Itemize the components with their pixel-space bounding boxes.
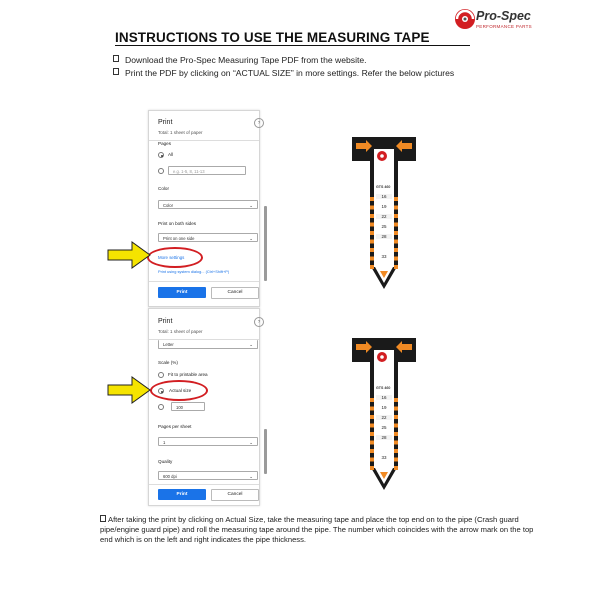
tape-mark: 25: [376, 224, 392, 229]
print-button[interactable]: Print: [158, 489, 206, 500]
tape-tick: [370, 223, 374, 227]
chevron-down-icon: ⌄: [249, 236, 253, 241]
scrollbar[interactable]: [264, 206, 267, 281]
radio-actual-size-label: Actual size: [169, 388, 192, 393]
divider: [149, 281, 259, 282]
tape-tick: [394, 398, 398, 402]
scale-label: Scale (%): [158, 360, 178, 365]
step-print: Print the PDF by clicking on “ACTUAL SIZE” in more settings. Refer the below pictures: [113, 68, 454, 79]
page-title: INSTRUCTIONS TO USE THE MEASURING TAPE: [115, 30, 470, 46]
tape-mark: 16: [376, 395, 392, 400]
cancel-button[interactable]: Cancel: [211, 287, 259, 299]
tape-tick: [370, 398, 374, 402]
bullet-icon: [100, 515, 106, 522]
tape-mark: 28: [376, 435, 392, 440]
sides-select-value: Print on one side: [163, 236, 195, 241]
paper-size-value: Letter: [163, 342, 174, 347]
pages-label: Pages: [158, 141, 172, 146]
tape-tick: [370, 415, 374, 419]
bullet-icon: [113, 68, 119, 75]
tape-tick: [394, 248, 398, 252]
tape-tick: [370, 458, 374, 462]
tape-mark: 28: [376, 234, 392, 239]
tape-mark: 19: [376, 405, 392, 410]
tape-mark: 16: [376, 194, 392, 199]
color-select[interactable]: [158, 200, 258, 209]
tape-tick: [370, 441, 374, 445]
tape-tick: [370, 265, 374, 269]
dialog-subtitle: Total: 1 sheet of paper: [158, 329, 203, 334]
tape-code: GTS 460: [376, 185, 391, 189]
tape-tick: [370, 449, 374, 453]
tape-tick: [394, 458, 398, 462]
tape-tick: [394, 449, 398, 453]
pages-per-sheet-select[interactable]: [158, 437, 258, 446]
radio-all-label: All: [168, 152, 174, 157]
tape-tick: [394, 415, 398, 419]
pointer-arrow-icon: [106, 375, 152, 405]
sides-label: Print on both sides: [158, 221, 197, 226]
radio-range[interactable]: [158, 168, 164, 174]
chevron-down-icon: ⌄: [249, 342, 253, 347]
tape-tick: [370, 231, 374, 235]
tape-tick: [370, 424, 374, 428]
tape-tick: [394, 214, 398, 218]
dialog-subtitle: Total: 1 sheet of paper: [158, 130, 203, 135]
tape-tick: [394, 424, 398, 428]
logo-tagline: PERFORMANCE PARTS: [476, 24, 532, 29]
tape-tick: [370, 432, 374, 436]
help-icon[interactable]: ?: [254, 118, 264, 128]
radio-fit[interactable]: [158, 372, 164, 378]
pointer-arrow-icon: [106, 240, 152, 270]
chevron-down-icon: ⌄: [249, 203, 253, 208]
help-icon[interactable]: ?: [254, 317, 264, 327]
pages-per-sheet-value: 1: [163, 440, 166, 445]
tape-tick: [394, 240, 398, 244]
scrollbar[interactable]: [264, 429, 267, 474]
tape-tick: [394, 206, 398, 210]
print-button[interactable]: Print: [158, 287, 206, 298]
tape-tick: [394, 257, 398, 261]
highlight-oval-more-settings: [147, 247, 203, 268]
bullet-icon: [113, 55, 119, 62]
dialog-title: Print: [158, 318, 173, 325]
chevron-down-icon: ⌄: [249, 440, 253, 445]
scale-input[interactable]: 100: [171, 402, 205, 411]
tape-tick: [370, 240, 374, 244]
sides-select[interactable]: [158, 233, 258, 242]
tape-tick: [370, 257, 374, 261]
more-settings-link[interactable]: More settings: [158, 255, 185, 260]
tape-tick: [394, 197, 398, 201]
page-range-input[interactable]: e.g. 1-5, 8, 11-13: [168, 166, 246, 175]
radio-custom-scale[interactable]: [158, 404, 164, 410]
logo-brand: Pro-Spec: [476, 9, 531, 23]
radio-fit-label: Fit to printable area: [168, 372, 208, 377]
tape-mark: 33: [376, 254, 392, 259]
color-select-value: Color: [163, 203, 174, 208]
tape-tick: [394, 265, 398, 269]
tape-tick: [394, 432, 398, 436]
cancel-button[interactable]: Cancel: [211, 489, 259, 501]
tape-tick: [394, 407, 398, 411]
tape-tick: [370, 206, 374, 210]
quality-value: 600 dpi: [163, 474, 177, 479]
step-download: Download the Pro-Spec Measuring Tape PDF from the website.: [113, 55, 367, 66]
tape-tick: [370, 197, 374, 201]
tape-mark: 33: [376, 455, 392, 460]
color-label: Color: [158, 186, 169, 191]
tape-tick: [370, 407, 374, 411]
tape-tick: [370, 466, 374, 470]
tape-tick: [370, 214, 374, 218]
chevron-down-icon: ⌄: [249, 474, 253, 479]
tape-tick: [370, 248, 374, 252]
brand-logo-icon: [452, 6, 478, 32]
instruction-text: After taking the print by clicking on Actual Size, take the measuring tape and place the top end on to the pipe (Crash guard pipe/engine guard pipe) and roll the measuring tape around the pipe. The number which coincides with the arrow mark on the top end which is on the left and right indicates the pipe thickness.: [100, 515, 534, 545]
system-dialog-link[interactable]: Print using system dialog... (Ctrl+Shift+P): [158, 269, 230, 274]
tape-code: GTS 460: [376, 386, 391, 390]
highlight-oval-actual-size: [150, 380, 208, 401]
tape-tick: [394, 231, 398, 235]
tape-mark: 19: [376, 204, 392, 209]
print-dialog-more-settings: [148, 110, 260, 307]
radio-all[interactable]: [158, 152, 164, 158]
pages-per-sheet-label: Pages per sheet: [158, 424, 192, 429]
quality-select[interactable]: [158, 471, 258, 480]
measuring-tape-2: [350, 336, 418, 496]
tape-mark: 22: [376, 214, 392, 219]
print-dialog-actual-size: [148, 308, 260, 506]
dialog-title: Print: [158, 119, 173, 126]
tape-tick: [394, 223, 398, 227]
paper-size-select[interactable]: [158, 340, 258, 349]
tape-tick: [394, 466, 398, 470]
divider: [149, 484, 259, 485]
tape-mark: 25: [376, 425, 392, 430]
measuring-tape-1: [350, 135, 418, 295]
tape-tick: [394, 441, 398, 445]
tape-mark: 22: [376, 415, 392, 420]
quality-label: Quality: [158, 459, 173, 464]
